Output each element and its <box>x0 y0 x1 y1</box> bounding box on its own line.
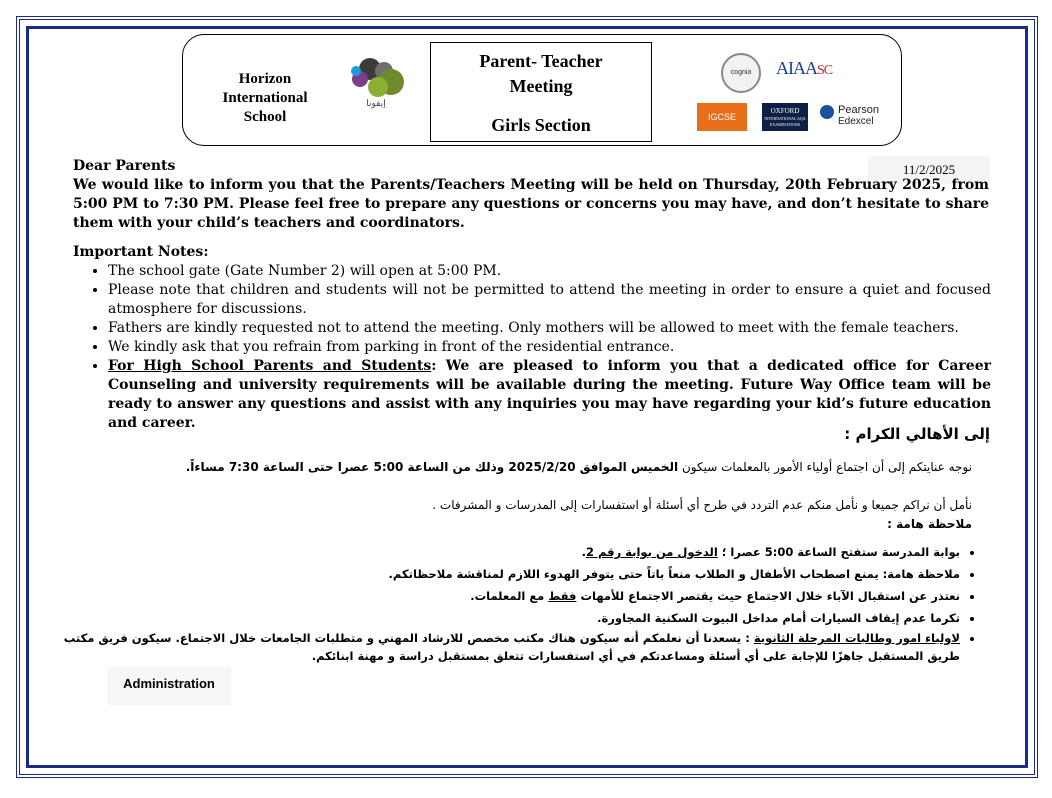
arabic-note-item <box>42 585 960 607</box>
arabic-notes-list <box>42 541 982 665</box>
english-note-item: • We kindly ask that you refrain from parking in front of the residential entrance. <box>108 338 991 357</box>
english-note-item: • Please note that children and students will not be permitted to attend the meeting in order to ensure a quiet and focused atmosphere for discussions. <box>108 281 991 319</box>
arabic-note5-heading: لاولياء امور وطالبات المرحلة الثانوية <box>753 631 960 645</box>
english-note-item-high-school <box>108 357 991 433</box>
oxford-aqa-logo <box>762 103 808 131</box>
oxford-logo-line2: INTERNATIONAL AQA EXAMINATIONS <box>764 116 806 127</box>
oxford-logo-line1: OXFORD <box>770 107 800 115</box>
title-line-2: Meeting <box>509 76 573 96</box>
english-note-item: • The school gate (Gate Number 2) will open at 5:00 PM. <box>108 262 991 281</box>
english-greeting: Dear Parents <box>73 158 176 174</box>
arabic-note1-c: . <box>581 545 586 559</box>
aiaa-logo-text: AIAA <box>776 58 817 78</box>
arabic-intro <box>132 460 972 474</box>
arabic-note3-a: نعتذر عن استقبال الآباء خلال الاجتماع حيث يقتصر الاجتماع للأمهات <box>576 589 960 603</box>
english-intro: We would like to inform you that the Parents/Teachers Meeting will be held on Thursday, 20th February 2025, from 5:00 PM to 7:30 PM. Please feel free to prepare any questions or concerns you may have, and don’t hesitate to share them with your child’s teachers and coordinators. <box>73 177 989 231</box>
pearson-logo <box>838 104 879 128</box>
arabic-note5-text: : يسعدنا أن نعلمكم أنه سيكون هناك مكتب مخصص للارشاد المهني و متطلبات الجامعات خلال الاجتماع. سيكون فريق مكتب طريق المستقبل جاهزًا للإجابة على أي أسئلة ومساعدتكم في أي استفسارات تتعلق بمستقبل دراسة و مهنة ابنائكم. <box>63 631 960 663</box>
title-box <box>430 42 652 142</box>
english-notes-list <box>73 262 991 433</box>
arabic-intro-part2: الخميس الموافق 2025/2/20 وذلك من الساعة 5:00 عصرا حتى الساعة 7:30 مساءاً. <box>185 460 679 474</box>
arabic-note-item: • تكرما عدم إيقاف السيارات أمام مداخل البيوت السكنية المجاورة. <box>42 607 960 629</box>
arabic-hope-text: نأمل أن نراكم جميعا و نأمل منكم عدم التردد في طرح أي أسئلة أو استفسارات إلى المدرسات و المشرفات . <box>432 498 972 512</box>
high-school-heading: For High School Parents and Students <box>108 358 432 374</box>
title-line-3: Girls Section <box>491 115 591 135</box>
signature-administration: Administration <box>107 667 231 705</box>
arabic-note1-b: الدخول من بوابة رقم 2 <box>586 545 718 559</box>
pearson-logo-text: Pearson <box>838 104 879 116</box>
english-notes-title: Important Notes: <box>73 244 209 260</box>
igcse-logo: IGCSE <box>697 103 747 131</box>
edexcel-logo-text: Edexcel <box>838 116 874 127</box>
english-note-item: • Fathers are kindly requested not to attend the meeting. Only mothers will be allowed to meet with the female teachers. <box>108 319 991 338</box>
arabic-intro-part1: نوجه عنايتكم إلى أن اجتماع أولياء الأمور بالمعلمات سيكون <box>678 460 972 474</box>
arabic-note1-a: بوابة المدرسة ستفتح الساعة 5:00 عصرا ؛ <box>717 545 960 559</box>
school-logo-caption: إيقونا <box>366 98 386 108</box>
aiaa-logo-suffix: SC <box>817 63 833 78</box>
cognia-logo: cognia <box>721 53 761 93</box>
arabic-note3-c: مع المعلمات. <box>470 589 549 603</box>
pearson-icon <box>820 105 834 119</box>
arabic-note-item <box>42 541 960 563</box>
arabic-note-item-secondary <box>42 629 960 665</box>
school-name: Horizon International School <box>222 71 308 125</box>
high-school-text: : We are pleased to inform you that a dedicated office for Career Counseling and university requirements will be available during the meeting. Future Way Office team will be ready to answer any questions and assist with any inquiries you may have regarding your kid’s future education and career. <box>108 358 991 431</box>
arabic-notes-title: ملاحظة هامة : <box>887 517 972 531</box>
aiaa-logo <box>776 58 832 79</box>
arabic-note3-b: فقط <box>548 589 577 603</box>
arabic-greeting: إلى الأهالي الكرام : <box>844 425 990 443</box>
arabic-note-item: • ملاحظة هامة: يمنع اصطحاب الأطفال و الطلاب منعاً باتاً حتى يتوفر الهدوء اللازم لمناقشة ملاحظاتكم. <box>42 563 960 585</box>
letter-date: 11/2/2025 <box>868 156 990 184</box>
title-line-1: Parent- Teacher <box>479 51 603 71</box>
